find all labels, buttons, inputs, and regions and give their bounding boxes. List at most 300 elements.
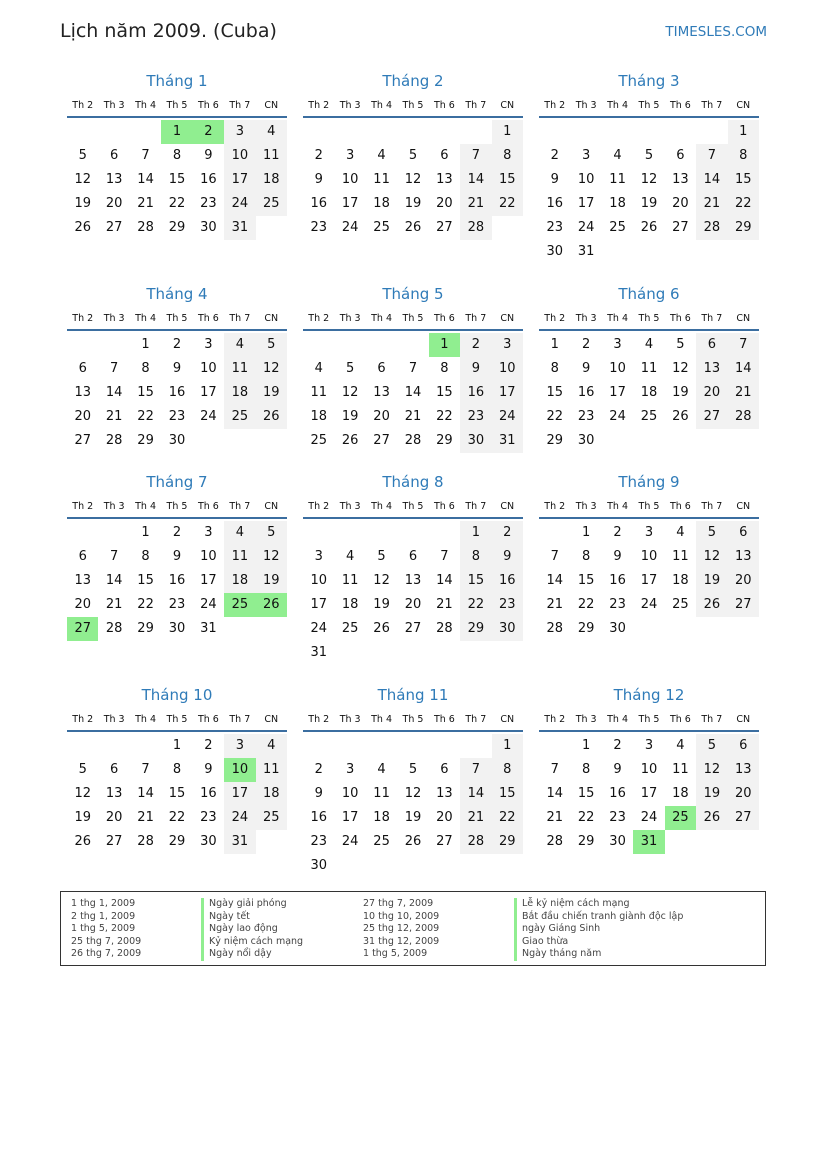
day-cell: 7 [408,361,418,376]
day-cell: 22 [728,192,759,216]
weekday-label: CN [264,500,279,512]
weekday-label: Th 4 [607,713,628,725]
day-cell: 6 [696,333,727,357]
legend-name: Giao thừa [514,936,568,949]
weekday-label: Th 5 [402,99,424,111]
day-grid [303,734,523,878]
day-cell: 12 [373,573,390,588]
day-cell: 13 [74,573,91,588]
day-cell: 21 [105,409,123,424]
day-cell: 11 [672,762,689,777]
day-cell: 25 [224,405,255,429]
day-cell: 31 [224,216,255,240]
weekday-header [67,708,287,730]
day-cell: 19 [341,409,359,424]
day-cell: 12 [404,172,422,187]
month-title: Tháng 1 [146,72,208,90]
day-cell: 4 [256,120,287,144]
day-cell: 29 [492,830,523,854]
day-cell: 20 [436,810,453,825]
day-cell: 8 [581,549,591,564]
brand-link[interactable]: TIMESLES.COM [665,24,767,40]
day-cell: 3 [644,738,654,753]
day-cell: 24 [341,834,359,849]
day-cell: 23 [609,810,626,825]
day-cell: 11 [256,758,287,782]
day-cell: 20 [74,597,91,612]
day-cell: 19 [373,597,390,612]
day-cell: 16 [577,385,595,400]
day-cell: 29 [546,433,563,448]
day-cell: 22 [492,806,523,830]
day-cell: 29 [728,216,759,240]
header-rule [303,730,523,732]
day-cell: 7 [109,549,119,564]
day-cell: 11 [373,786,390,801]
day-cell: 28 [460,216,491,240]
day-cell: 11 [224,357,255,381]
weekday-header [539,94,759,116]
day-cell: 24 [224,192,255,216]
day-cell: 19 [404,810,422,825]
legend-name: Lễ kỷ niệm cách mạng [514,898,630,911]
holiday-day-cell: 25 [665,806,696,830]
day-cell: 20 [728,569,759,593]
day-cell: 6 [728,521,759,545]
weekday-label: Th 7 [465,312,487,324]
day-cell: 15 [546,385,563,400]
day-cell: 30 [168,621,186,636]
weekday-label: CN [500,500,515,512]
day-cell: 28 [546,621,563,636]
holiday-day-cell: 10 [224,758,255,782]
day-cell: 21 [404,409,422,424]
day-cell: 28 [404,433,422,448]
day-cell: 8 [492,144,523,168]
day-cell: 8 [550,361,559,376]
day-cell: 17 [200,573,217,588]
weekday-label: Th 4 [607,312,628,324]
weekday-label: Th 4 [607,99,628,111]
day-cell: 7 [460,144,491,168]
day-cell: 27 [404,621,422,636]
month-title: Tháng 4 [146,285,208,303]
legend-date: 1 thg 1, 2009 [71,898,136,909]
day-cell: 21 [460,192,491,216]
weekday-label: Th 7 [701,99,723,111]
day-cell: 27 [696,405,727,429]
day-cell: 3 [492,333,523,357]
month-block [539,283,759,453]
day-cell: 9 [613,549,622,564]
weekday-label: Th 6 [197,312,219,324]
weekday-label: CN [736,312,751,324]
day-cell: 20 [436,196,453,211]
weekday-label: Th 7 [229,713,251,725]
day-cell: 23 [200,810,217,825]
day-cell: 22 [137,409,154,424]
day-cell: 5 [408,762,418,777]
day-cell: 14 [546,786,563,801]
day-cell: 2 [581,337,591,352]
day-cell: 2 [204,738,213,753]
legend-name: Ngày giải phóng [201,898,287,911]
day-cell: 17 [341,196,359,211]
day-cell: 7 [109,361,119,376]
day-cell: 1 [728,120,759,144]
day-cell: 6 [440,148,449,163]
weekday-label: CN [500,312,515,324]
day-cell: 20 [404,597,422,612]
day-cell: 15 [460,569,491,593]
day-cell: 26 [696,593,727,617]
day-cell: 17 [310,597,327,612]
day-cell: 29 [577,834,595,849]
weekday-header [67,307,287,329]
day-cell: 10 [341,172,359,187]
day-cell: 26 [640,220,658,235]
day-cell: 12 [696,758,727,782]
day-cell: 30 [492,617,523,641]
day-cell: 5 [377,549,386,564]
weekday-label: Th 4 [371,99,392,111]
day-cell: 22 [492,192,523,216]
day-cell: 29 [460,617,491,641]
day-cell: 6 [109,762,119,777]
day-cell: 15 [137,573,154,588]
month-title: Tháng 5 [382,285,444,303]
weekday-label: Th 5 [402,500,424,512]
day-cell: 28 [546,834,563,849]
day-cell: 21 [728,381,759,405]
weekday-label: Th 3 [575,500,597,512]
day-cell: 17 [577,196,595,211]
day-cell: 8 [460,545,491,569]
weekday-label: Th 4 [135,500,156,512]
weekday-label: Th 4 [135,99,156,111]
day-cell: 12 [256,357,287,381]
day-cell: 23 [460,405,491,429]
day-cell: 4 [377,762,386,777]
day-cell: 24 [341,220,359,235]
day-cell: 22 [168,810,186,825]
day-cell: 13 [436,172,453,187]
day-cell: 5 [696,521,727,545]
day-cell: 27 [105,220,123,235]
day-cell: 13 [728,545,759,569]
day-cell: 13 [373,385,390,400]
day-cell: 17 [609,385,626,400]
weekday-label: Th 3 [339,99,361,111]
day-cell: 18 [224,569,255,593]
day-grid [539,521,759,641]
day-cell: 7 [460,758,491,782]
page-title: Lịch năm 2009. (Cuba) [60,20,277,42]
day-cell: 15 [728,168,759,192]
month-block [67,684,287,854]
day-cell: 2 [613,738,622,753]
day-cell: 15 [492,782,523,806]
month-block [303,283,523,453]
day-cell: 30 [460,429,491,453]
day-cell: 10 [577,172,595,187]
day-cell: 9 [314,786,323,801]
day-cell: 14 [105,385,123,400]
day-cell: 29 [137,433,154,448]
day-cell: 6 [440,762,449,777]
day-cell: 7 [550,549,559,564]
day-cell: 8 [141,549,150,564]
day-cell: 21 [137,810,154,825]
weekday-header [539,307,759,329]
day-cell: 25 [341,621,359,636]
day-cell: 11 [609,172,626,187]
day-cell: 3 [314,549,323,564]
weekday-label: Th 3 [339,713,361,725]
day-cell: 26 [696,806,727,830]
legend-date: 1 thg 5, 2009 [363,948,428,959]
weekday-label: Th 5 [166,312,188,324]
day-cell: 8 [492,758,523,782]
month-title: Tháng 8 [382,473,444,491]
day-cell: 3 [345,762,355,777]
day-cell: 9 [581,361,591,376]
day-cell: 17 [341,810,359,825]
day-cell: 9 [550,172,559,187]
holiday-day-cell: 25 [224,593,255,617]
day-cell: 26 [74,834,91,849]
weekday-label: Th 3 [575,312,597,324]
weekday-label: Th 2 [544,312,566,324]
day-cell: 4 [613,148,622,163]
weekday-label: Th 4 [607,500,628,512]
day-cell: 17 [640,573,658,588]
day-cell: 7 [550,762,559,777]
weekday-label: Th 6 [433,99,455,111]
day-cell: 3 [204,525,213,540]
day-cell: 11 [224,545,255,569]
day-cell: 14 [460,168,491,192]
day-cell: 5 [676,337,685,352]
day-cell: 11 [310,385,327,400]
day-cell: 29 [577,621,595,636]
day-cell: 19 [696,569,727,593]
day-cell: 2 [172,525,182,540]
weekday-label: Th 2 [544,500,566,512]
day-grid [67,120,287,240]
day-cell: 29 [137,621,154,636]
day-cell: 7 [696,144,727,168]
day-cell: 25 [310,433,327,448]
day-cell: 13 [436,786,453,801]
day-cell: 18 [672,786,689,801]
weekday-header [539,495,759,517]
weekday-label: Th 2 [544,713,566,725]
day-cell: 5 [345,361,355,376]
day-cell: 30 [546,244,563,259]
day-cell: 7 [141,762,150,777]
holiday-day-cell: 26 [256,593,287,617]
day-cell: 18 [224,381,255,405]
day-cell: 10 [609,361,626,376]
weekday-label: Th 2 [308,713,330,725]
day-cell: 6 [728,734,759,758]
day-cell: 15 [492,168,523,192]
day-cell: 29 [168,834,186,849]
day-cell: 14 [404,385,422,400]
weekday-label: Th 2 [544,99,566,111]
day-cell: 13 [696,357,727,381]
day-cell: 23 [168,597,186,612]
day-cell: 1 [492,734,523,758]
day-grid [67,521,287,641]
weekday-label: Th 5 [638,713,660,725]
day-cell: 16 [460,381,491,405]
day-cell: 6 [408,549,418,564]
weekday-label: Th 7 [229,99,251,111]
day-cell: 24 [200,409,217,424]
weekday-label: Th 7 [229,312,251,324]
day-cell: 25 [640,409,658,424]
day-cell: 30 [200,834,217,849]
day-cell: 2 [460,333,491,357]
day-cell: 4 [676,525,685,540]
day-cell: 19 [256,569,287,593]
day-cell: 4 [377,148,386,163]
month-block [303,70,523,240]
day-cell: 28 [436,621,453,636]
legend-name: Ngày tết [201,911,250,924]
day-cell: 25 [672,597,689,612]
weekday-label: Th 6 [669,713,691,725]
day-cell: 1 [581,738,591,753]
day-cell: 6 [676,148,685,163]
weekday-label: Th 4 [371,500,392,512]
day-cell: 5 [408,148,418,163]
month-block [67,70,287,240]
day-grid [67,734,287,854]
day-cell: 30 [310,858,327,873]
day-cell: 24 [310,621,327,636]
day-cell: 29 [436,433,453,448]
day-cell: 18 [310,409,327,424]
month-block [67,471,287,641]
day-cell: 8 [581,762,591,777]
day-cell: 17 [224,168,255,192]
day-cell: 20 [105,810,123,825]
day-cell: 28 [137,220,154,235]
weekday-label: Th 6 [669,312,691,324]
month-title: Tháng 6 [618,285,680,303]
weekday-label: Th 2 [72,713,94,725]
month-title: Tháng 2 [382,72,444,90]
day-cell: 4 [345,549,355,564]
day-cell: 5 [78,762,87,777]
day-cell: 18 [256,782,287,806]
weekday-label: Th 2 [72,99,94,111]
day-cell: 3 [345,148,355,163]
holiday-legend [60,891,766,966]
day-cell: 9 [172,361,182,376]
holiday-day-cell: 2 [193,120,224,144]
day-cell: 21 [137,196,154,211]
weekday-label: Th 6 [433,312,455,324]
day-cell: 21 [436,597,453,612]
day-cell: 18 [373,196,390,211]
day-cell: 26 [373,621,390,636]
day-cell: 20 [672,196,689,211]
month-block [539,70,759,264]
day-cell: 14 [728,357,759,381]
day-cell: 4 [224,333,255,357]
weekday-label: CN [736,500,751,512]
weekday-header [303,495,523,517]
day-cell: 27 [373,433,390,448]
day-cell: 19 [256,381,287,405]
weekday-label: Th 5 [638,99,660,111]
header-rule [539,329,759,331]
day-cell: 17 [224,782,255,806]
legend-date: 2 thg 1, 2009 [71,910,136,922]
day-cell: 23 [546,220,563,235]
day-grid [303,120,523,240]
day-cell: 2 [550,148,559,163]
day-cell: 21 [546,597,563,612]
day-cell: 25 [609,220,626,235]
day-cell: 3 [581,148,591,163]
weekday-label: Th 6 [197,713,219,725]
day-cell: 28 [728,405,759,429]
day-cell: 18 [672,573,689,588]
header-rule [67,329,287,331]
day-cell: 14 [460,782,491,806]
day-cell: 11 [373,172,390,187]
day-cell: 13 [105,172,123,187]
month-title: Tháng 9 [618,473,680,491]
weekday-label: Th 5 [166,500,188,512]
legend-date: 27 thg 7, 2009 [363,898,434,909]
weekday-label: CN [736,99,751,111]
day-cell: 5 [256,521,287,545]
day-cell: 18 [341,597,359,612]
month-block [303,684,523,878]
day-cell: 31 [577,244,595,259]
day-cell: 16 [492,569,523,593]
day-cell: 28 [696,216,727,240]
weekday-label: CN [500,713,515,725]
day-cell: 23 [168,409,186,424]
day-cell: 16 [168,385,186,400]
day-cell: 24 [640,597,658,612]
day-cell: 27 [436,834,453,849]
weekday-label: Th 4 [371,312,392,324]
day-cell: 8 [141,361,150,376]
day-cell: 24 [200,597,217,612]
day-cell: 9 [204,762,213,777]
day-cell: 7 [141,148,150,163]
day-cell: 22 [137,597,154,612]
day-cell: 21 [460,806,491,830]
day-cell: 15 [436,385,453,400]
day-cell: 2 [613,525,622,540]
day-cell: 19 [640,196,658,211]
day-cell: 9 [613,762,622,777]
day-cell: 27 [436,220,453,235]
day-cell: 23 [577,409,595,424]
day-cell: 27 [105,834,123,849]
day-cell: 16 [609,786,626,801]
weekday-label: Th 5 [638,500,660,512]
